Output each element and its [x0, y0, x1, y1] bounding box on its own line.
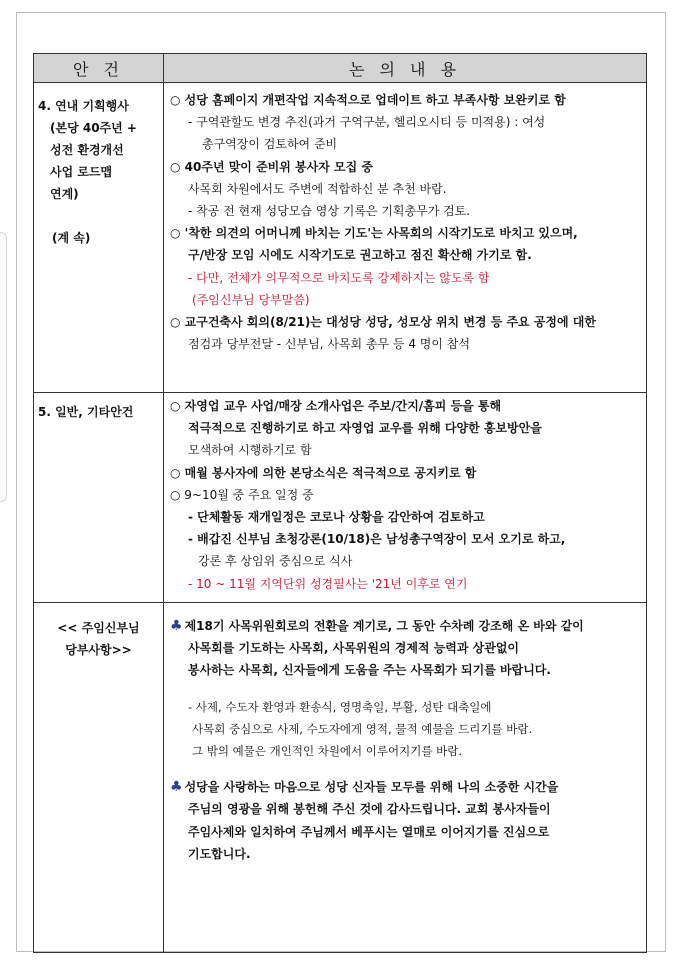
paragraph-line: [170, 615, 640, 637]
agenda-line: << 주임신부님: [57, 621, 140, 635]
note-line: - 10 ~ 11월 지역단위 성경필사는 '21년 이후로 연기: [188, 576, 468, 591]
agenda-continued: (계 속): [52, 231, 91, 245]
agenda-line: (본당 40주년 +: [50, 121, 137, 135]
agenda-line: 5. 일반, 기타안건: [38, 405, 134, 419]
paragraph-line: 주임사제와 일치하여 주님께서 베푸시는 열매로 이어지기를 진심으로: [188, 824, 550, 839]
discussion-cell-4: [164, 83, 647, 393]
club-icon: ♣: [170, 618, 183, 634]
bullet-line: ○ 성당 홈페이지 개편작업 지속적으로 업데이트 하고 부족사항 보완키로 함: [170, 93, 566, 107]
paragraph-line: 주님의 영광을 위해 봉헌해 주신 것에 감사드립니다. 교회 봉사자들이: [188, 802, 551, 817]
sub-line: 모색하여 시행하기로 함: [188, 443, 312, 458]
sub-line: 구/반장 모임 시에도 시작기도로 권고하고 점진 확산해 가기로 함.: [188, 248, 532, 263]
paragraph-line: 사목회를 기도하는 사목회, 사목위원의 경제적 능력과 상관없이: [188, 641, 520, 656]
bullet-line: ○ 9~10월 중 주요 일정 중: [170, 487, 314, 502]
paragraph-line: 봉사하는 사목회, 신자들에게 도움을 주는 사목회가 되기를 바랍니다.: [188, 663, 551, 678]
sub-line: - 구역관할도 변경 추진(과거 구역구분, 헬리오시티 등 미적용) : 여성: [188, 115, 546, 130]
note-line: - 다만, 전체가 의무적으로 바치도록 강제하지는 않도록 함: [188, 270, 490, 285]
bullet-line: ○ 매월 봉사자에 의한 본당소식은 적극적으로 공지키로 함: [170, 465, 477, 480]
paragraph-text: 성당을 사랑하는 마음으로 성당 신자들 모두를 위해 나의 소중한 시간을: [184, 780, 559, 795]
paragraph-line: 기도합니다.: [188, 846, 251, 861]
meeting-minutes-table: [33, 53, 647, 953]
agenda-line: 연계): [50, 187, 79, 201]
agenda-cell-5: [34, 393, 164, 603]
bullet-line: ○ 자영업 교우 사업/매장 소개사업은 주보/간지/홈피 등을 통해: [170, 399, 502, 413]
header-discussion: 논 의 내 용: [164, 54, 647, 83]
agenda-cell-6: [34, 603, 164, 953]
sub-line: 사목회 중심으로 사제, 수도자에게 영적, 물적 예물을 드리기를 바람.: [192, 721, 533, 736]
agenda-line: 당부사항>>: [65, 643, 132, 657]
table-header-row: [34, 54, 647, 83]
agenda-line: 사업 로드맵: [50, 165, 113, 179]
sub-line: 강론 후 상임위 중심으로 식사: [198, 554, 353, 569]
agenda-cell-4: [34, 83, 164, 393]
agenda-line: 4. 연내 기획행사: [38, 99, 129, 113]
agenda-line: 성전 환경개선: [50, 143, 124, 157]
sub-line: 적극적으로 진행하기로 하고 자영업 교우를 위해 다양한 홍보방안을: [188, 421, 542, 436]
header-agenda: 안 건: [34, 54, 164, 83]
scrollbar-hint[interactable]: [0, 232, 7, 502]
sub-line: - 단체활동 재개일정은 코로나 상황을 감안하여 검토하고: [188, 510, 485, 525]
note-line: (주임신부님 당부말씀): [192, 292, 310, 307]
discussion-cell-5: [164, 393, 647, 603]
club-icon: ♣: [170, 779, 183, 796]
sub-line: 사목회 차원에서도 주변에 적합하신 분 추천 바람.: [188, 181, 447, 196]
sub-line: 총구역장이 검토하여 준비: [202, 137, 338, 152]
sub-line: 점검과 당부전달 - 신부님, 사목회 총무 등 4 명이 참석: [188, 337, 470, 352]
table-row: [34, 83, 647, 393]
bullet-line: ○ '착한 의견의 어머니께 바치는 기도'는 사목회의 시작기도로 바치고 있으며,: [170, 226, 578, 241]
sub-line: - 착공 전 현재 성당모습 영상 기록은 기획총무가 검토.: [188, 204, 471, 219]
bullet-line: ○ 40주년 맞이 준비위 봉사자 모집 중: [170, 159, 373, 174]
sub-line: 그 밖의 예물은 개인적인 차원에서 이루어지기를 바람.: [192, 744, 462, 759]
paragraph-line: [170, 776, 640, 798]
sub-line: - 배갑진 신부님 초청강론(10/18)은 남성총구역장이 모서 오기로 하고,: [188, 532, 566, 547]
discussion-cell-6: [164, 603, 647, 953]
table-row: [34, 393, 647, 603]
sub-line: - 사제, 수도자 환영과 환송식, 영명축일, 부활, 성탄 대축일에: [188, 699, 492, 714]
paragraph-text: 제18기 사목위원회로의 전환을 계기로, 그 동안 수차례 강조해 온 바와 같이: [184, 619, 584, 633]
bullet-line: ○ 교구건축사 회의(8/21)는 대성당 성당, 성모상 위치 변경 등 주요 공정에 대한: [170, 315, 596, 330]
table-row: [34, 603, 647, 953]
